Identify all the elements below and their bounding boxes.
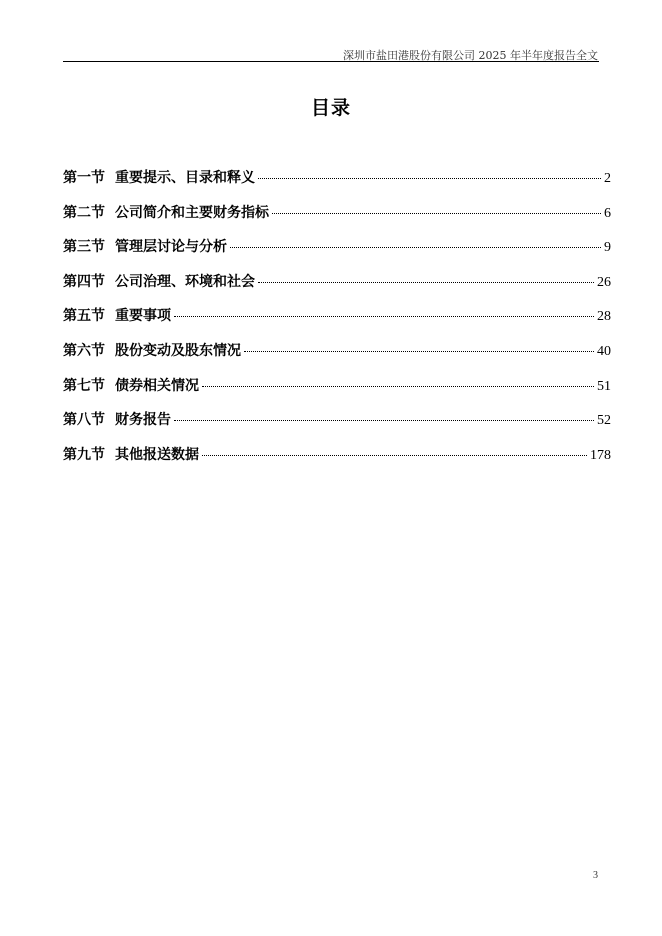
header-rule: [63, 61, 599, 62]
toc-section-label: 第五节: [63, 308, 105, 325]
toc-title: 财务报告: [115, 412, 171, 429]
toc-item-2[interactable]: [63, 202, 611, 237]
toc-title: 其他报送数据: [115, 446, 199, 463]
toc-item-3[interactable]: [63, 236, 611, 271]
toc-section-label: 第一节: [63, 170, 105, 186]
toc-title: 公司简介和主要财务指标: [115, 204, 269, 221]
table-of-contents: [63, 167, 611, 478]
toc-leader: [244, 351, 594, 352]
toc-page-number: 51: [597, 378, 611, 394]
toc-page-number: 26: [597, 274, 611, 290]
toc-item-9[interactable]: [63, 444, 611, 479]
toc-section-label: 第六节: [63, 342, 105, 359]
toc-title: 股份变动及股东情况: [115, 342, 241, 359]
toc-leader: [258, 282, 594, 283]
toc-item-1[interactable]: [63, 167, 611, 202]
toc-leader: [272, 213, 601, 214]
toc-section-label: 第七节: [63, 377, 105, 394]
page-title: 目录: [310, 97, 351, 119]
toc-section-label: 第八节: [63, 412, 105, 429]
toc-title: 管理层讨论与分析: [115, 239, 227, 256]
toc-title: 债券相关情况: [115, 377, 199, 394]
toc-item-8[interactable]: [63, 409, 611, 444]
running-header: 深圳市盐田港股份有限公司 2025 年半年度报告全文: [343, 49, 598, 62]
toc-page-number: 2: [604, 171, 611, 186]
toc-item-7[interactable]: [63, 375, 611, 410]
page-number: 3: [593, 870, 598, 881]
toc-title: 重要事项: [115, 308, 171, 325]
toc-page-number: 6: [604, 205, 611, 221]
toc-item-6[interactable]: [63, 340, 611, 375]
toc-leader: [230, 247, 601, 248]
toc-item-4[interactable]: [63, 271, 611, 306]
toc-leader: [258, 178, 601, 179]
toc-leader: [174, 316, 594, 317]
toc-section-label: 第四节: [63, 273, 105, 290]
toc-title: 公司治理、环境和社会: [115, 273, 255, 290]
toc-page-number: 52: [597, 413, 611, 429]
toc-title: 重要提示、目录和释义: [115, 170, 255, 186]
toc-section-label: 第三节: [63, 239, 105, 256]
toc-section-label: 第二节: [63, 204, 105, 221]
toc-section-label: 第九节: [63, 446, 105, 463]
toc-page-number: 28: [597, 309, 611, 325]
toc-leader: [202, 455, 587, 456]
toc-page-number: 40: [597, 343, 611, 359]
toc-page-number: 178: [590, 447, 611, 463]
toc-page-number: 9: [604, 240, 611, 256]
toc-item-5[interactable]: [63, 305, 611, 340]
toc-leader: [202, 386, 594, 387]
toc-leader: [174, 420, 594, 421]
